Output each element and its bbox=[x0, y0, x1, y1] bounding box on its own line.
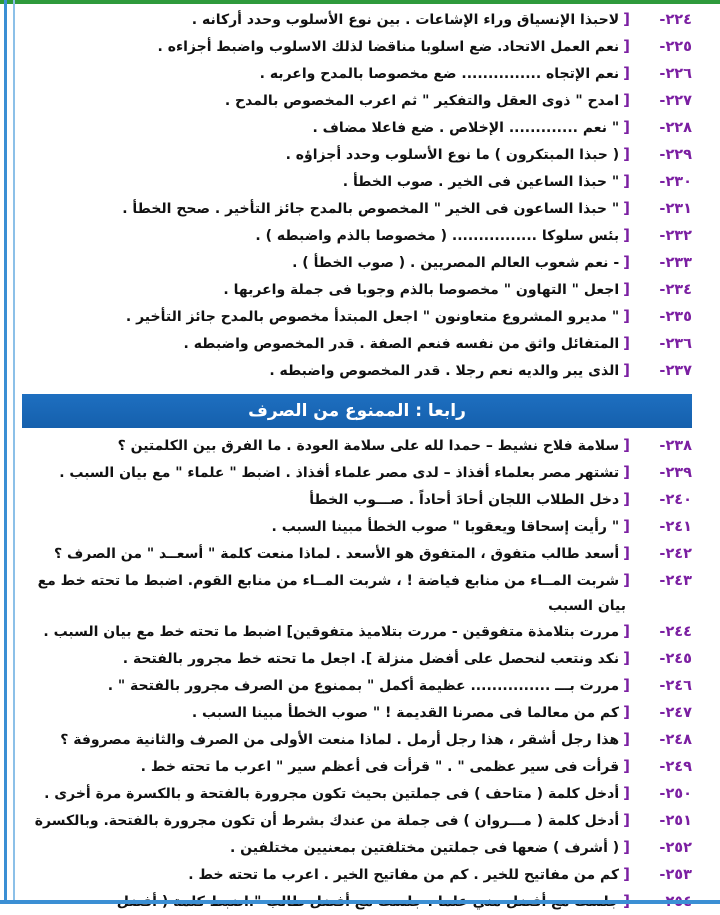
question-item bbox=[22, 567, 692, 594]
question-text: سلامة فلاح نشيط – حمدا لله على سلامة العودة . ما الفرق بين الكلمتين ؟ bbox=[117, 438, 620, 454]
question-item bbox=[22, 249, 692, 276]
question-text: بئس سلوكا ................ ( مخصوصا بالذم واضبطه ) . bbox=[255, 228, 620, 244]
question-number: ٢٣٣- bbox=[659, 255, 692, 271]
bracket-mark: [ bbox=[623, 91, 630, 109]
question-text: دخل الطلاب اللجان أحادَ أحاداً . صـــوب الخطأ bbox=[309, 492, 620, 508]
bracket-mark: [ bbox=[623, 865, 630, 883]
question-item bbox=[22, 618, 692, 645]
question-item bbox=[22, 195, 692, 222]
question-text: مررت بتلامذة متفوقين - مررت بتلاميذ متفوقين] اضبط ما تحته خط مع بيان السبب . bbox=[43, 624, 620, 640]
question-text: كم من معالما فى مصرنا القديمة ! " صوب الخطأ مبينا السبب . bbox=[191, 705, 620, 721]
question-number: ٢٤٥- bbox=[659, 651, 692, 667]
question-item bbox=[22, 753, 692, 780]
question-text: أدخل كلمة ( متاحف ) فى جملتين بحيث تكون مجرورة بالفتحة و بالكسرة مرة أخرى . bbox=[44, 786, 620, 802]
question-item bbox=[22, 459, 692, 486]
bottom-blue-rule bbox=[0, 900, 720, 904]
bracket-mark: [ bbox=[623, 226, 630, 244]
question-text: " حبذا الساعين فى الخير . صوب الخطأ . bbox=[342, 174, 620, 190]
bracket-mark: [ bbox=[623, 334, 630, 352]
question-item bbox=[22, 222, 692, 249]
question-item bbox=[22, 303, 692, 330]
question-number: ٢٥١- bbox=[659, 813, 692, 829]
bracket-mark: [ bbox=[623, 490, 630, 508]
bracket-mark: [ bbox=[623, 199, 630, 217]
question-text: قرأت فى سير عظمى " . " قرأت فى أعظم سير " اعرب ما تحته خط . bbox=[140, 759, 620, 775]
question-text: " مديرو المشروع متعاونون " اجعل المبتدأ مخصوص بالمدح جائز التأخير . bbox=[125, 309, 620, 325]
question-number: ٢٣٠- bbox=[659, 174, 692, 190]
question-item bbox=[22, 33, 692, 60]
question-number: ٢٤٦- bbox=[659, 678, 692, 694]
question-number: ٢٢٧- bbox=[659, 93, 692, 109]
question-number: ٢٥٣- bbox=[659, 867, 692, 883]
question-number: ٢٢٦- bbox=[659, 66, 692, 82]
question-item bbox=[22, 780, 692, 807]
question-number: ٢٤٢- bbox=[659, 546, 692, 562]
question-item bbox=[22, 330, 692, 357]
question-number: ٢٤٣- bbox=[659, 573, 692, 589]
question-text: كم من مفاتيح للخير . كم من مفاتيح الخير . اعرب ما تحته خط . bbox=[188, 867, 620, 883]
question-number: ٢٣٦- bbox=[659, 336, 692, 352]
question-text: نعم الإتجاه ............... ضع مخصوصا بالمدح واعربه . bbox=[259, 66, 620, 82]
question-item bbox=[22, 276, 692, 303]
question-item bbox=[22, 168, 692, 195]
bracket-mark: [ bbox=[623, 757, 630, 775]
bracket-mark: [ bbox=[623, 811, 630, 829]
question-number: ٢٤٤- bbox=[659, 624, 692, 640]
question-item bbox=[22, 699, 692, 726]
question-number: ٢٤٧- bbox=[659, 705, 692, 721]
bracket-mark: [ bbox=[623, 307, 630, 325]
question-text: " حبذا الساعون فى الخير " المخصوص بالمدح جائز التأخير . صحح الخطأ . bbox=[122, 201, 620, 217]
bracket-mark: [ bbox=[623, 730, 630, 748]
questions-content bbox=[22, 6, 692, 915]
bracket-mark: [ bbox=[623, 622, 630, 640]
question-item bbox=[22, 672, 692, 699]
question-number: ٢٣١- bbox=[659, 201, 692, 217]
question-text: " نعم ............. الإخلاص . ضع فاعلا مضاف . bbox=[312, 120, 620, 136]
question-text: المتفائل واثق من نفسه فنعم الصفة . قدر المخصوص واضبطه . bbox=[183, 336, 620, 352]
question-number: ٢٢٨- bbox=[659, 120, 692, 136]
question-item bbox=[22, 60, 692, 87]
bracket-mark: [ bbox=[623, 253, 630, 271]
question-item bbox=[22, 357, 692, 384]
question-text: لاحبذا الإنسياق وراء الإشاعات . بين نوع الأسلوب وحدد أركانه . bbox=[191, 12, 620, 28]
question-text: تشتهر مصر بعلماء أفذاذ – لدى مصر علماء أفذاذ . اضبط " علماء " مع بيان السبب . bbox=[59, 465, 620, 481]
bracket-mark: [ bbox=[623, 703, 630, 721]
bracket-mark: [ bbox=[623, 145, 630, 163]
question-number: ٢٤١- bbox=[659, 519, 692, 535]
question-text: نكد ونتعب لنحصل على أفضل منزلة ]. اجعل ما تحته خط مجرور بالفتحة . bbox=[122, 651, 620, 667]
question-item bbox=[22, 645, 692, 672]
bracket-mark: [ bbox=[623, 784, 630, 802]
question-item bbox=[22, 726, 692, 753]
question-text: نعم العمل الاتحاد. ضع اسلوبا مناقضا لذلك الاسلوب واضبط أجزاءه . bbox=[157, 39, 620, 55]
bracket-mark: [ bbox=[623, 517, 630, 535]
question-number: ٢٢٩- bbox=[659, 147, 692, 163]
question-item bbox=[22, 87, 692, 114]
bracket-mark: [ bbox=[623, 172, 630, 190]
question-item bbox=[22, 114, 692, 141]
question-item bbox=[22, 486, 692, 513]
bracket-mark: [ bbox=[623, 436, 630, 454]
top-green-rule bbox=[0, 0, 720, 4]
question-number: ٢٣٧- bbox=[659, 363, 692, 379]
question-item bbox=[22, 540, 692, 567]
bracket-mark: [ bbox=[623, 676, 630, 694]
bracket-mark: [ bbox=[623, 118, 630, 136]
bracket-mark: [ bbox=[623, 649, 630, 667]
question-continuation: بيان السبب bbox=[548, 598, 626, 614]
bracket-mark: [ bbox=[623, 544, 630, 562]
question-text: - نعم شعوب العالم المصريين . ( صوب الخطأ ) . bbox=[292, 255, 620, 271]
question-number: ٢٤٠- bbox=[659, 492, 692, 508]
bracket-mark: [ bbox=[623, 571, 630, 589]
bracket-mark: [ bbox=[623, 10, 630, 28]
question-text: أدخل كلمة ( مـــروان ) فى جملة من عندك بشرط أن تكون مجرورة بالفتحة. وبالكسرة bbox=[34, 813, 620, 829]
question-text: مررت بـــ ............... عظيمة أكمل " بممنوع من الصرف مجرور بالفتحة " . bbox=[107, 678, 620, 694]
question-text: شربت المــاء من منابع فياضة ! ، شربت المــاء من منابع القوم. اضبط ما تحته خط مع bbox=[37, 573, 620, 589]
bracket-mark: [ bbox=[623, 64, 630, 82]
question-item bbox=[22, 834, 692, 861]
question-number: ٢٣٥- bbox=[659, 309, 692, 325]
question-text: امدح " ذوى العقل والتفكير " ثم اعرب المخصوص بالمدح . bbox=[224, 93, 620, 109]
question-number: ٢٣٢- bbox=[659, 228, 692, 244]
bracket-mark: [ bbox=[623, 361, 630, 379]
question-item bbox=[22, 6, 692, 33]
question-item bbox=[22, 141, 692, 168]
bracket-mark: [ bbox=[623, 280, 630, 298]
question-number: ٢٤٩- bbox=[659, 759, 692, 775]
question-text: هذا رجل أشقر ، هذا رجل أرمل . لماذا منعت الأولى من الصرف والثانية مصروفة ؟ bbox=[60, 732, 620, 748]
question-text: أسعد طالب متفوق ، المتفوق هو الأسعد . لماذا منعت كلمة " أسعــد " من الصرف ؟ bbox=[54, 546, 620, 562]
question-number: ٢٣٨- bbox=[659, 438, 692, 454]
question-text: " رأيت إسحاقا ويعقوبا " صوب الخطأ مبينا السبب . bbox=[271, 519, 620, 535]
question-number: ٢٤٨- bbox=[659, 732, 692, 748]
question-number: ٢٢٤- bbox=[659, 12, 692, 28]
question-number: ٢٥٠- bbox=[659, 786, 692, 802]
section-header: رابعا : الممنوع من الصرف bbox=[22, 394, 692, 428]
question-item bbox=[22, 513, 692, 540]
bracket-mark: [ bbox=[623, 838, 630, 856]
question-number: ٢٢٥- bbox=[659, 39, 692, 55]
question-text: اجعل " التهاون " مخصوصا بالذم وجوبا فى جملة واعربها . bbox=[223, 282, 620, 298]
question-number: ٢٣٩- bbox=[659, 465, 692, 481]
bracket-mark: [ bbox=[623, 463, 630, 481]
question-item bbox=[22, 807, 692, 834]
question-item bbox=[22, 861, 692, 888]
bracket-mark: [ bbox=[623, 37, 630, 55]
question-number: ٢٥٢- bbox=[659, 840, 692, 856]
question-text: ( أشرف ) ضعها فى جملتين مختلفتين بمعنيين مختلفين . bbox=[229, 840, 620, 856]
question-item bbox=[22, 432, 692, 459]
question-number: ٢٣٤- bbox=[659, 282, 692, 298]
question-text: الذى يبر والديه نعم رجلا . قدر المخصوص واضبطه . bbox=[269, 363, 620, 379]
question-text: ( حبذا المبتكرون ) ما نوع الأسلوب وحدد أجزاؤه . bbox=[285, 147, 620, 163]
left-blue-border bbox=[4, 0, 15, 904]
